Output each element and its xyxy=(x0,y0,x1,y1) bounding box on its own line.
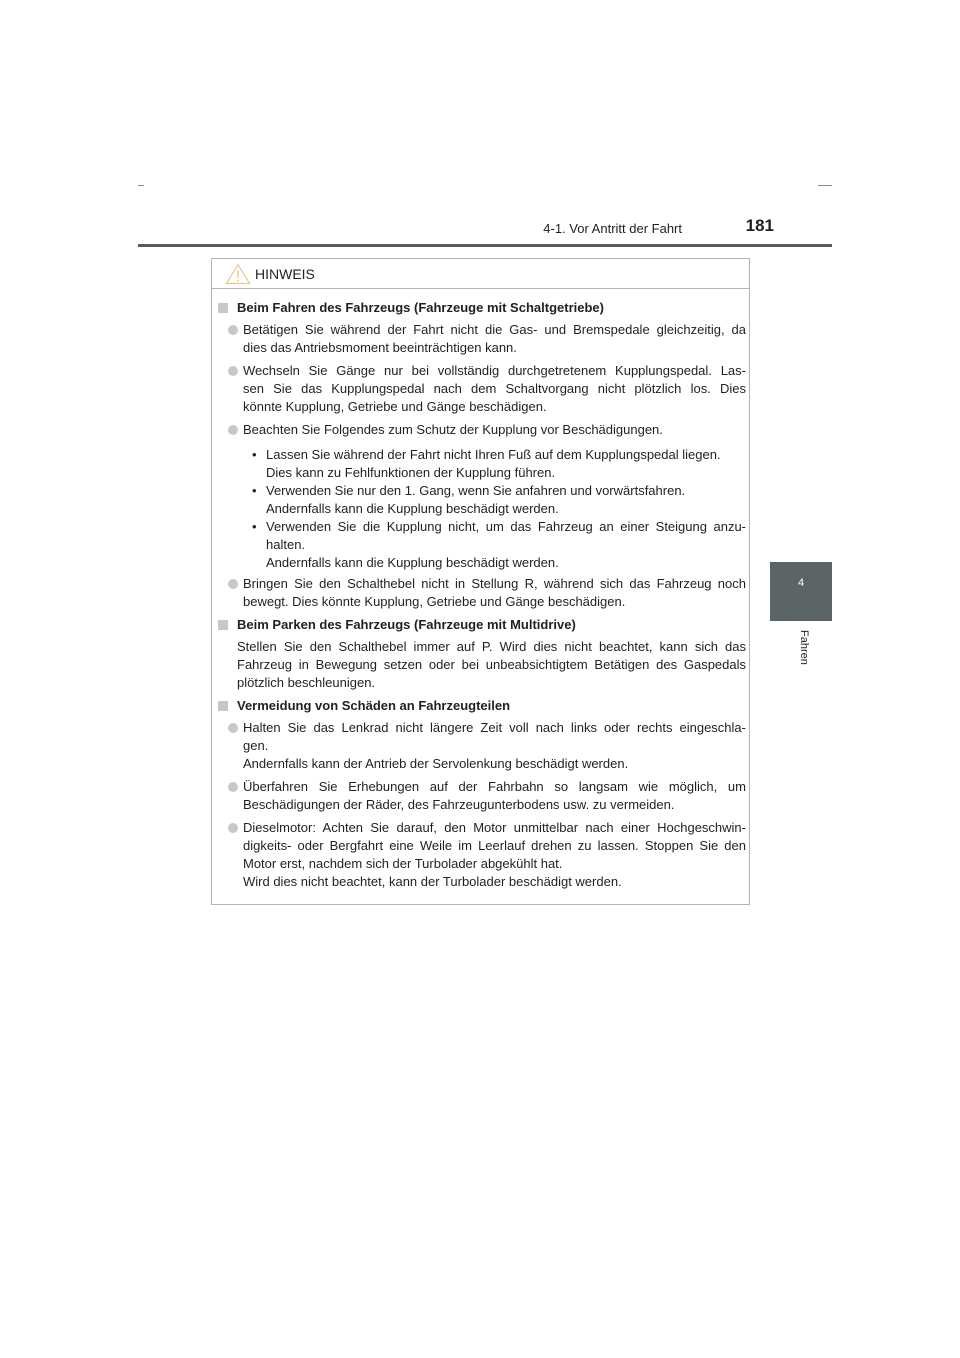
circle-bullet-icon xyxy=(228,823,238,833)
circle-bullet-icon xyxy=(228,782,238,792)
circle-bullet-icon xyxy=(228,366,238,376)
section-title: 4-1. Vor Antritt der Fahrt xyxy=(543,221,682,236)
list-item: Halten Sie das Lenkrad nicht längere Zeit voll nach links oder rechts eingeschla- gen. Andernfalls kann der Antrieb der Servolenkung beschädigt werden. xyxy=(218,719,746,773)
section-heading: Beim Parken des Fahrzeugs (Fahrzeuge mit Multidrive) xyxy=(218,616,746,634)
list-item: Überfahren Sie Erhebungen auf der Fahrbahn so langsam wie möglich, um Beschädigungen der Räder, des Fahrzeugunterbodens usw. zu vermeiden. xyxy=(218,778,746,814)
crop-mark-left xyxy=(138,185,144,186)
circle-bullet-icon xyxy=(228,723,238,733)
list-item: Bringen Sie den Schalthebel nicht in Stellung R, während sich das Fahrzeug noch bewegt. Dies könnte Kupplung, Getriebe und Gänge beschädigen. xyxy=(218,575,746,611)
list-item: Beachten Sie Folgendes zum Schutz der Kupplung vor Beschädigungen. xyxy=(218,421,746,439)
notice-title: HINWEIS xyxy=(255,266,315,282)
warning-triangle-icon xyxy=(225,263,251,285)
chapter-tab[interactable] xyxy=(770,562,832,621)
notice-content xyxy=(218,299,746,896)
section-heading: Beim Fahren des Fahrzeugs (Fahrzeuge mit Schaltgetriebe) xyxy=(218,299,746,317)
chapter-number: 4 xyxy=(797,577,805,589)
list-item: Wechseln Sie Gänge nur bei vollständig durchgetretenem Kupplungspedal. Las- sen Sie das Kupplungspedal nach dem Schaltvorgang nicht plötzlich los. Dies könnte Kupplung, Getriebe und Gänge beschädigen. xyxy=(218,362,746,416)
circle-bullet-icon xyxy=(228,325,238,335)
sub-list-item: • Verwenden Sie die Kupplung nicht, um das Fahrzeug an einer Steigung anzu- halten. Andernfalls kann die Kupplung beschädigt werden. xyxy=(252,519,746,570)
sub-list-item: • Verwenden Sie nur den 1. Gang, wenn Sie anfahren und vorwärtsfahren. Andernfalls kann die Kupplung beschädigt werden. xyxy=(252,483,686,516)
page-number: 181 xyxy=(745,216,774,235)
square-bullet-icon xyxy=(218,701,228,711)
list-item: Betätigen Sie während der Fahrt nicht die Gas- und Bremspedale gleichzeitig, da dies das Antriebsmoment beeinträchtigen kann. xyxy=(218,321,746,357)
notice-header xyxy=(212,259,749,289)
header-rule xyxy=(138,244,832,247)
sub-list xyxy=(218,446,746,572)
sub-list-item: • Lassen Sie während der Fahrt nicht Ihren Fuß auf dem Kupplungspedal liegen. Dies kann zu Fehlfunktionen der Kupplung führen. xyxy=(252,447,721,480)
square-bullet-icon xyxy=(218,303,228,313)
chapter-label: Fahren xyxy=(798,630,810,665)
circle-bullet-icon xyxy=(228,579,238,589)
paragraph: Stellen Sie den Schalthebel immer auf P. Wird dies nicht beachtet, kann sich das Fahrzeug in Bewegung setzen oder bei unbeabsichtigtem Betätigen des Gaspedals plötzlich beschleunigen. xyxy=(237,639,746,690)
circle-bullet-icon xyxy=(228,425,238,435)
list-item: Dieselmotor: Achten Sie darauf, den Motor unmittelbar nach einer Hochgeschwin- digkeits- oder Bergfahrt eine Weile im Leerlauf drehen zu lassen. Stoppen Sie den Motor erst, nachdem sich der Turbolader abgekühlt hat. Wird dies nicht beachtet, kann der Turbolader beschädigt werden. xyxy=(218,819,746,891)
section-heading: Vermeidung von Schäden an Fahrzeugteilen xyxy=(218,697,746,715)
notice-box xyxy=(211,258,750,905)
crop-mark-right xyxy=(818,185,832,186)
square-bullet-icon xyxy=(218,620,228,630)
